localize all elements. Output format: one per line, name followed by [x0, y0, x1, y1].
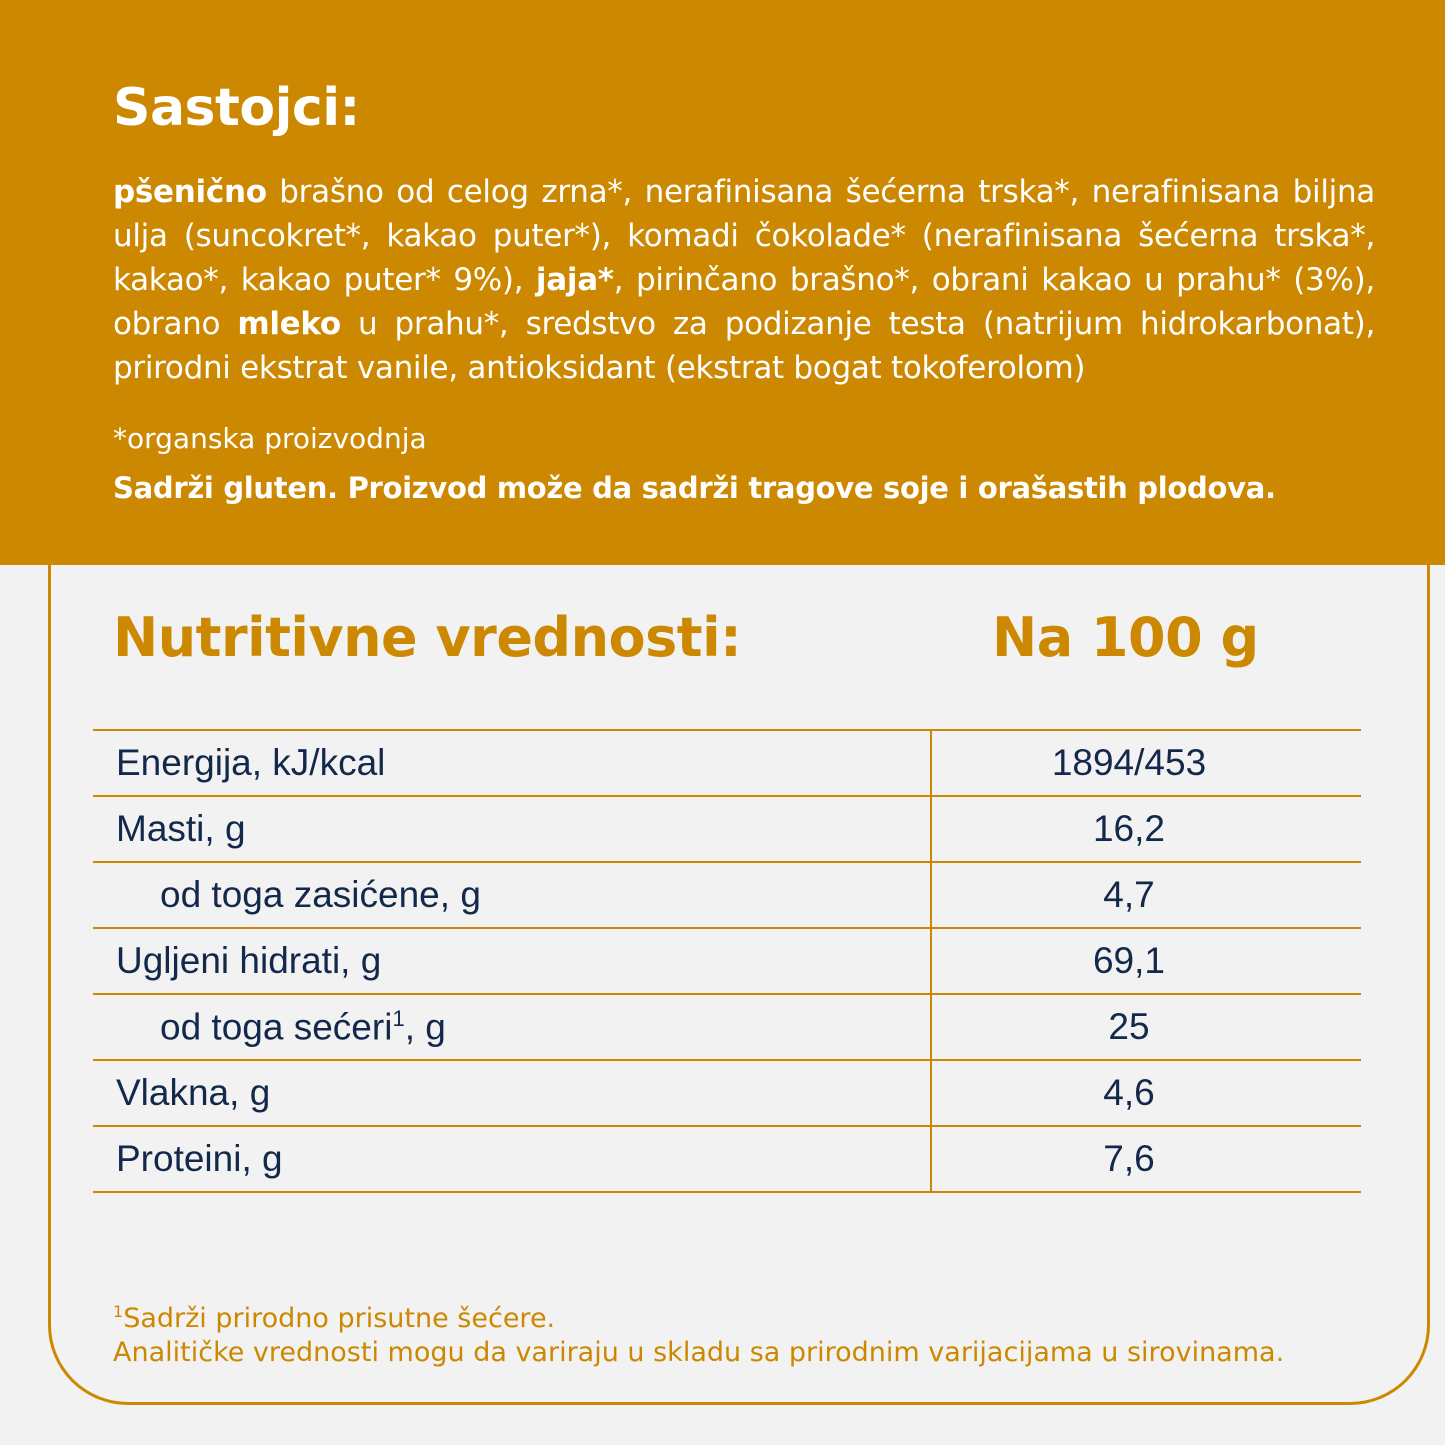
nutrient-label [93, 1126, 931, 1192]
ingredient-text: u prahu*, sredstvo za podizanje testa (natrijum hidrokarbonat), prirodni ekstrat vanile, antioksidant (ekstrat bogat tokoferolom) [113, 306, 1375, 386]
nutrient-value: 1894/453 [931, 730, 1361, 796]
ingredient-allergen: mleko [237, 306, 341, 342]
nutrient-label [93, 928, 931, 994]
nutrient-name: Energija, kJ/kcal [116, 742, 386, 783]
footnote [113, 1295, 1284, 1370]
nutrition-row [93, 862, 1361, 928]
nutrient-name: Masti, g [116, 808, 246, 849]
nutrient-value: 16,2 [931, 796, 1361, 862]
nutrition-title: Nutritivne vrednosti: [113, 606, 742, 669]
nutrient-value: 7,6 [931, 1126, 1361, 1192]
nutrient-value: 4,7 [931, 862, 1361, 928]
ingredient-text: , pirinčano brašno*, obrani kakao u prahu* (3%), obrano [113, 262, 1375, 342]
nutrition-row [93, 1126, 1361, 1192]
nutrition-row [93, 796, 1361, 862]
nutrition-row [93, 730, 1361, 796]
nutrient-label [93, 796, 931, 862]
nutrient-value: 4,6 [931, 1060, 1361, 1126]
ingredients-title: Sastojci: [113, 78, 360, 138]
ingredient-allergen: jaja* [535, 262, 614, 298]
nutrient-value: 69,1 [931, 928, 1361, 994]
nutrition-row [93, 1060, 1361, 1126]
nutrient-name: Proteini, g [116, 1138, 283, 1179]
nutrient-label [93, 862, 931, 928]
nutrition-row [93, 928, 1361, 994]
nutrient-name: od toga sećeri [160, 1006, 393, 1048]
nutrient-value: 25 [931, 994, 1361, 1060]
allergen-note: Sadrži gluten. Proizvod može da sadrži tragove soje i orašastih plodova. [113, 471, 1276, 505]
nutrient-label [93, 994, 931, 1060]
footnote-line-1: Sadrži prirodno prisutne šećere. [123, 1303, 556, 1334]
nutrition-row [93, 994, 1361, 1060]
nutrient-unit: , g [404, 1006, 446, 1048]
nutrient-name: od toga zasićene, g [160, 874, 481, 915]
per-100g-label: Na 100 g [992, 606, 1259, 669]
nutrient-label [93, 730, 931, 796]
ingredient-text: brašno od celog zrna*, nerafinisana šećerna trska*, nerafinisana biljna ulja (suncokret*, kakao puter*), komadi čokolade* (nerafinisana šećerna trska*, kakao*, kakao puter* 9%), [113, 174, 1375, 298]
footnote-marker: 1 [392, 1005, 405, 1031]
footnote-line-2: Analitičke vrednosti mogu da variraju u skladu sa prirodnim varijacijama u sirovinama. [113, 1337, 1285, 1368]
nutrient-label [93, 1060, 931, 1126]
ingredients-text [113, 170, 1375, 390]
nutrient-name: Vlakna, g [116, 1072, 271, 1113]
organic-note: *organska proizvodnja [113, 422, 427, 455]
ingredient-allergen: pšenično [113, 174, 267, 210]
footnote-marker: 1 [113, 1302, 124, 1321]
nutrient-name: Ugljeni hidrati, g [116, 940, 382, 981]
nutrition-table [93, 729, 1361, 1193]
